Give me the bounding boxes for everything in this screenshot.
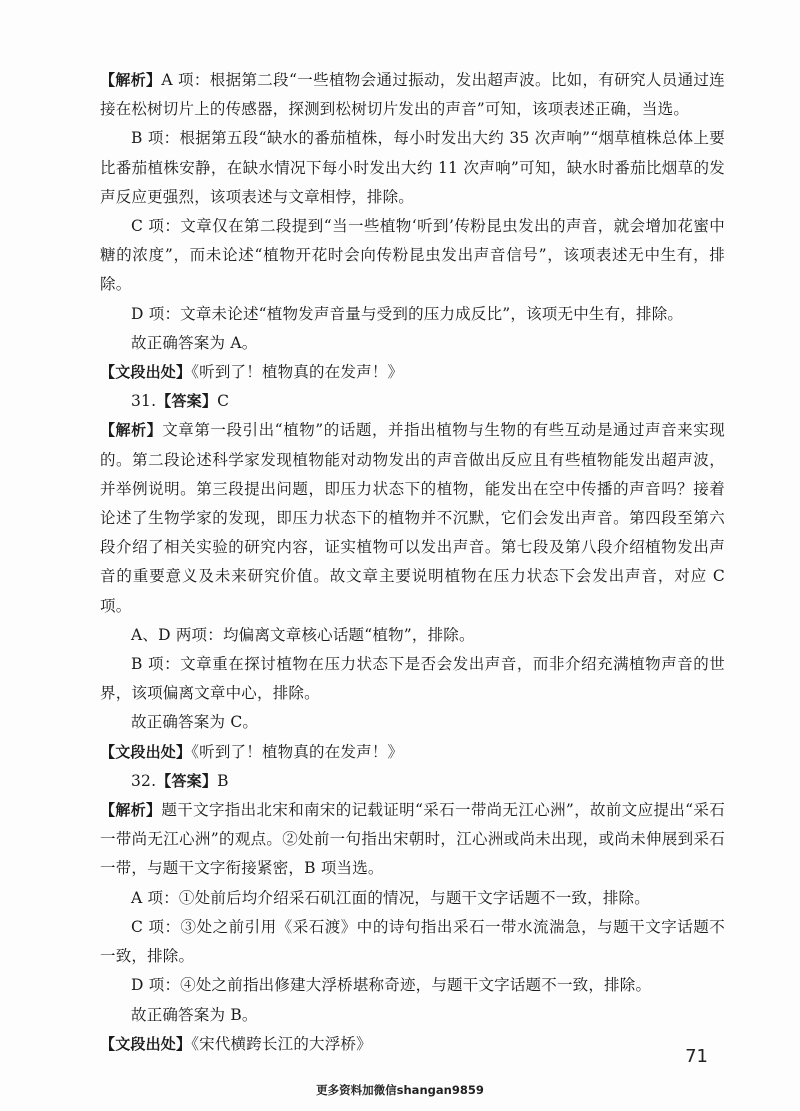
q32-analysis-main [100,796,725,884]
q30-option-a-text: A 项：根据第二段“一些植物会通过振动，发出超声波。比如，有研究人员通过连接在松树切片上的传感器，探测到松树切片发出的声音”可知，该项表述正确，当选。 [100,71,725,119]
footer-note: 更多资料加微信shangan9859 [316,1083,484,1097]
q30-analysis-label: 【解析】 [100,71,162,89]
q32-source [100,1030,725,1059]
page-number: 71 [685,1046,708,1067]
q32-answer-value: B [217,771,229,790]
q31-answer-value: C [217,392,230,411]
q31-conclusion: 故正确答案为 C。 [131,713,259,732]
q32-answer [100,767,725,796]
q32-conclusion: 故正确答案为 B。 [131,1005,258,1024]
q32-option-c-text: C 项：③处之前引用《采石渡》中的诗句指出采石一带水流湍急，与题干文字话题不一致，排除。 [100,917,725,966]
q31-analysis-label: 【解析】 [100,421,163,440]
q32-answer-label: 【答案】 [156,771,218,790]
q32-number: 32. [131,771,157,790]
q30-source-label: 【文段出处】 [100,363,192,382]
q30-analysis-a [100,66,725,124]
q31-analysis-main [100,416,725,620]
q30-option-c-text: C 项：文章仅在第二段提到“当一些植物‘听到’传粉昆虫发出的声音，就会增加花蜜中糖的浓度”，而未论述“植物开花时会向传粉昆虫发出声音信号”，该项表述无中生有，排除。 [100,217,725,294]
q31-answer-label: 【答案】 [156,392,218,411]
q31-answer [100,387,725,416]
q32-option-d-text: D 项：④处之前指出修建大浮桥堪称奇迹，与题干文字话题不一致，排除。 [131,976,652,995]
q31-number: 31. [131,392,157,411]
q31-option-ad-text: A、D 两项：均偏离文章核心话题“植物”，排除。 [131,625,475,644]
q31-option-b-text: B 项：文章重在探讨植物在压力状态下是否会发出声音，而非介绍充满植物声音的世界，该项偏离文章中心，排除。 [100,655,725,703]
q31-source [100,738,725,767]
q32-source-label: 【文段出处】 [100,1034,192,1053]
q30-option-d-text: D 项：文章未论述“植物发声音量与受到的压力成反比”，该项无中生有，排除。 [131,304,684,323]
q32-source-title: 《宋代横跨长江的大浮桥》 [191,1034,372,1053]
q31-analysis-text: 文章第一段引出“植物”的话题，并指出植物与生物的有些互动是通过声音来实现的。第二段论述科学家发现植物能对动物发出的声音做出反应且有些植物能发出超声波，并举例说明。第三段提出问题，即压力状态下的植物，能发出在空中传播的声音吗？接着论述了生物学家的发现，即压力状态下的植物并不沉默，它们会发出声音。第四段至第六段介绍了相关实验的研究内容，证实植物可以发出声音。第七段及第八段介绍植物发出声音的重要意义及未来研究价值。故文章主要说明植物在压力状态下会发出声音，对应 C 项。 [100,421,725,615]
q30-option-b-text: B 项：根据第五段“缺水的番茄植株，每小时发出大约 35 次声响”“烟草植株总体上要比番茄植株安静，在缺水情况下每小时发出大约 11 次声响”可知，缺水时番茄比烟草的发声反应更强烈，该项表述与文章相悖，排除。 [100,129,725,206]
q32-analysis-label: 【解析】 [100,801,162,820]
q30-conclusion: 故正确答案为 A。 [131,333,258,352]
q31-source-title: 《听到了！植物真的在发声！》 [191,742,404,761]
q30-source [100,358,725,387]
q30-source-title: 《听到了！植物真的在发声！》 [191,363,404,382]
q32-option-a-text: A 项：①处前后均介绍采石矶江面的情况，与题干文字话题不一致，排除。 [131,888,650,907]
q32-analysis-text: 题干文字指出北宋和南宋的记载证明“采石一带尚无江心洲”，故前文应提出“采石一带尚无江心洲”的观点。②处前一句指出宋朝时，江心洲或尚未出现，或尚未伸展到采石一带，与题干文字衔接紧密，B 项当选。 [100,801,725,878]
page-content [100,66,725,1059]
q31-source-label: 【文段出处】 [100,742,192,761]
